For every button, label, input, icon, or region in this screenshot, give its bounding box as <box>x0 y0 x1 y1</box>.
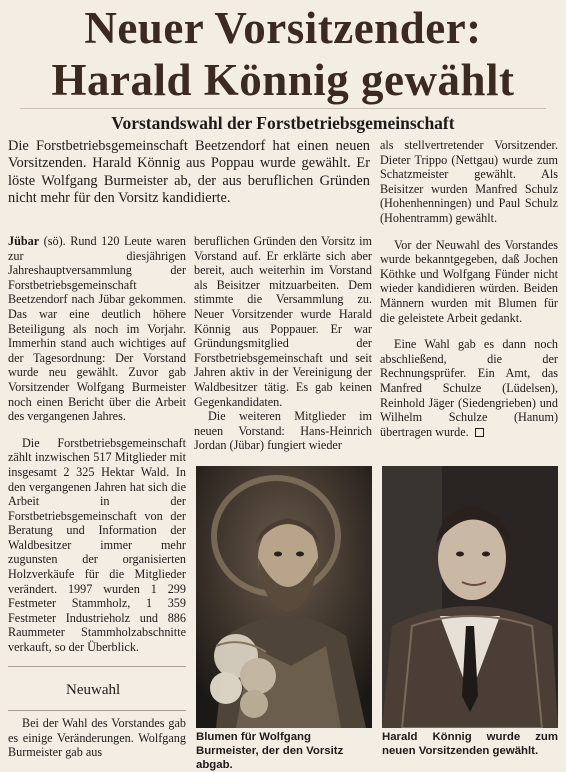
section-title: Neuwahl <box>66 682 121 698</box>
photo-1-image <box>196 466 372 728</box>
lead-paragraph <box>8 138 370 208</box>
photo-harald-koennig <box>382 466 558 728</box>
column-2-paragraph-1: beruflichen Gründen den Vorsitz im Vorstand auf. Er erklärte sich aber bereit, auch weiterhin im Vorstand als Beisitzer mitzuarbeiten. Dem stimmte die Versammlung zu. Neuer Vorsitzender wurde Harald Könnig aus Poppauer. Er war Gründungsmitglied der Forstbetriebsgemeinschaft und seit Jahren aktiv in der Vereinigung der Waldbesitzer tätig. Es gab keinen Gegenkandidaten. <box>194 234 372 409</box>
article-column-1-continued <box>8 716 186 760</box>
headline-line-2: Harald Könnig gewählt <box>51 55 515 105</box>
headline <box>10 2 556 106</box>
photo-wolfgang-burmeister <box>196 466 372 728</box>
section-divider-bottom <box>8 710 186 711</box>
headline-line-1: Neuer Vorsitzender: <box>84 3 482 53</box>
column-3-text-3: Eine Wahl gab es dann noch abschließend, die der Rechnungsprüfer. Ein Amt, das Manfred Schulze (Lüdelsen), Reinhold Jäger (Siedengrieben) und Wilhelm Schulze (Hanum) übertragen wurde. <box>380 337 558 439</box>
column-1-paragraph-2: Die Forstbetriebsgemeinschaft zählt inzwischen 517 Mitglieder mit insgesamt 2 325 Hektar Wald. In den vergangenen Jahren hat sich die Arbeit in der Forstbetriebsgemeinschaft von der Beratung und Information der Waldbesitzer immer mehr zugunsten der organisierten Holzverkäufe für die Mitglieder verändert. 1997 wurden 1 299 Festmeter Stammholz, 1 359 Festmeter Industrieholz und 886 Raummeter Stammholzabschnitte verkauft, so der Überblick. <box>8 435 186 655</box>
column-2-paragraph-2: Die weiteren Mitglieder im neuen Vorstand: Hans-Heinrich Jordan (Jübar) fungiert wieder <box>194 409 372 453</box>
column-1-paragraph-3: Bei der Wahl des Vorstandes gab es einige Veränderungen. Wolfgang Burmeister gab aus <box>8 716 186 760</box>
article-column-2 <box>194 234 372 453</box>
column-1-paragraph-1 <box>8 234 186 424</box>
subheadline: Vorstandswahl der Forstbetriebsgemeinschaft <box>111 113 455 133</box>
section-divider-top <box>8 666 186 667</box>
article-column-3 <box>380 138 558 439</box>
column-1-text-1: (sö). Rund 120 Leute waren zur diesjährigen Jahreshauptversammlung der Forstbetriebsgemeinschaft Beetzendorf nach Jübar gekommen. Das war eine deutlich höhere Beteiligung als noch im Vorjahr. Immerhin stand auch wichtiges auf der Tagesordnung: Der Vorstand wurde neu gewählt. Zuvor gab Vorsitzender Wolfgang Burmeister noch einen Bericht über die Arbeit des vergangenen Jahres. <box>8 234 186 424</box>
lead-text: Die Forstbetriebsgemeinschaft Beetzendorf hat einen neuen Vorsitzenden. Harald Könnig aus Poppau wurde gewählt. Er löste Wolfgang Burmeister ab, der aus beruflichen Gründen nicht mehr für den Vorsitz kandidierte. <box>8 138 370 207</box>
headline-divider <box>20 108 546 109</box>
column-3-paragraph-1: als stellvertretender Vorsitzender. Dieter Trippo (Nettgau) wurde zum Schatzmeister gewählt. Als Beisitzer wurden Manfred Schulz (Hohenhenningen) und Paul Schulz (Hohentramm) gewählt. <box>380 138 558 225</box>
end-of-article-icon <box>475 428 484 437</box>
photo-2-caption: Harald Könnig wurde zum neuen Vorsitzenden gewählt. <box>382 731 558 757</box>
dateline-place: Jübar <box>8 234 40 248</box>
column-3-paragraph-3 <box>380 337 558 439</box>
photo-2-image <box>382 466 558 728</box>
photo-1-caption: Blumen für Wolfgang Burmeister, der den Vorsitz abgab. <box>196 731 344 771</box>
article-column-1 <box>8 234 186 655</box>
column-3-paragraph-2: Vor der Neuwahl des Vorstandes wurde bekanntgegeben, daß Jochen Köthke und Wolfgang Fünder nicht wieder kandidieren würden. Beiden Männern wurden mit Blumen für die geleistete Arbeit gedankt. <box>380 237 558 325</box>
